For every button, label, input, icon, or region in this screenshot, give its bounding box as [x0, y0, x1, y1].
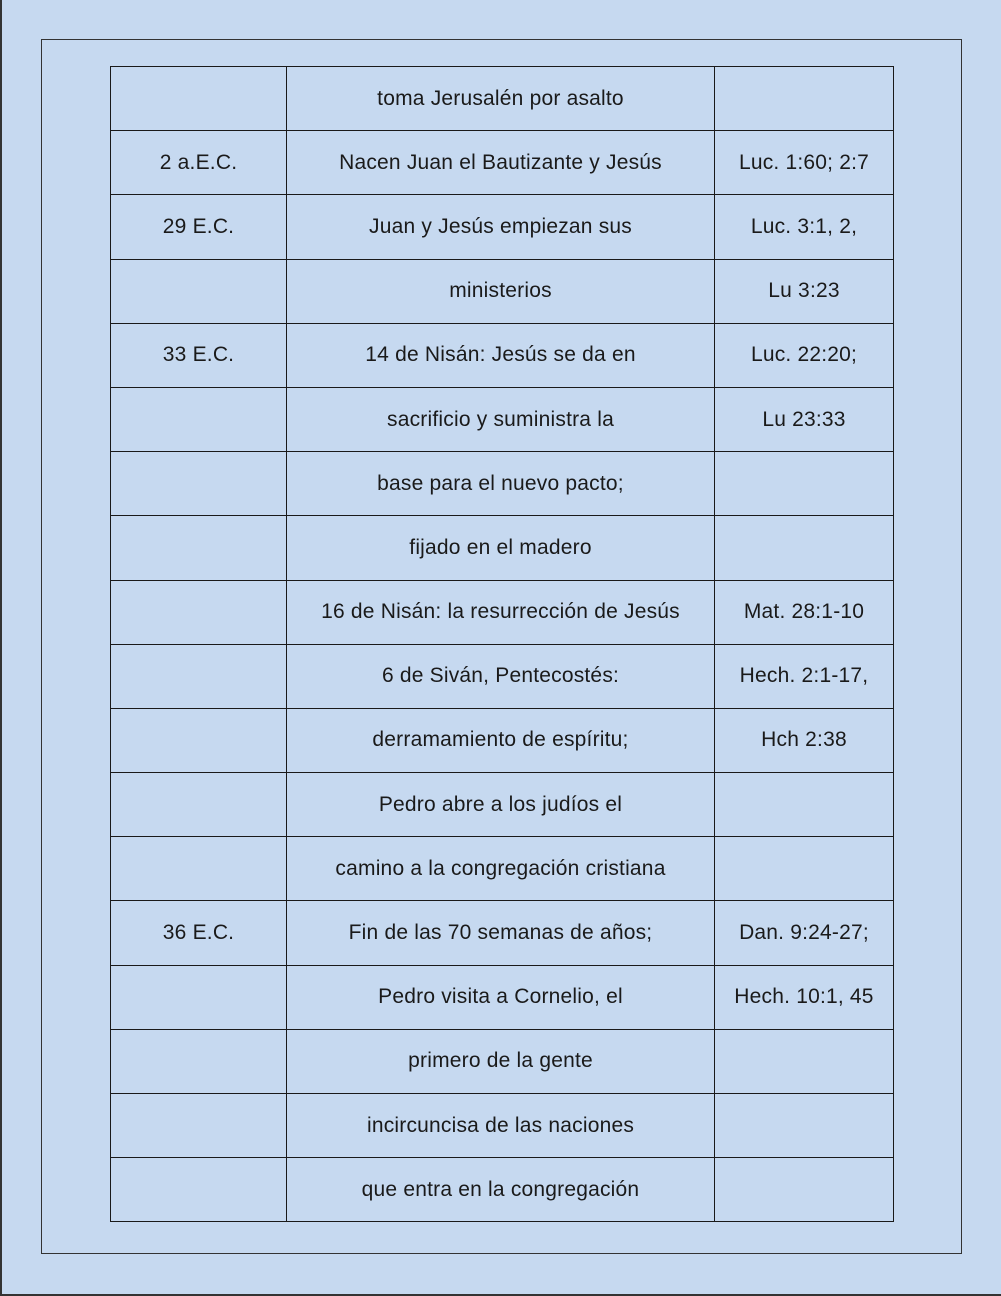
event-cell: Juan y Jesús empiezan sus [287, 195, 715, 259]
date-cell: 29 E.C. [111, 195, 287, 259]
event-cell: base para el nuevo pacto; [287, 452, 715, 516]
event-cell: ministerios [287, 259, 715, 323]
reference-cell [715, 837, 894, 901]
event-cell: Pedro visita a Cornelio, el [287, 965, 715, 1029]
event-cell: Pedro abre a los judíos el [287, 773, 715, 837]
table-row [111, 1158, 894, 1222]
table-row [111, 195, 894, 259]
date-cell [111, 708, 287, 772]
event-cell: camino a la congregación cristiana [287, 837, 715, 901]
date-cell [111, 259, 287, 323]
date-cell [111, 516, 287, 580]
reference-cell [715, 773, 894, 837]
event-cell: 16 de Nisán: la resurrección de Jesús [287, 580, 715, 644]
date-cell [111, 452, 287, 516]
event-cell: primero de la gente [287, 1029, 715, 1093]
table-row [111, 708, 894, 772]
date-cell [111, 837, 287, 901]
table-row [111, 452, 894, 516]
reference-cell [715, 1158, 894, 1222]
reference-cell: Lu 3:23 [715, 259, 894, 323]
reference-cell [715, 1094, 894, 1158]
reference-cell: Hech. 10:1, 45 [715, 965, 894, 1029]
event-cell: incircuncisa de las naciones [287, 1094, 715, 1158]
reference-cell: Mat. 28:1-10 [715, 580, 894, 644]
date-cell [111, 1158, 287, 1222]
table-row [111, 516, 894, 580]
table-row [111, 387, 894, 451]
table-row [111, 837, 894, 901]
date-cell [111, 1029, 287, 1093]
event-cell: Nacen Juan el Bautizante y Jesús [287, 131, 715, 195]
date-cell [111, 773, 287, 837]
date-cell: 36 E.C. [111, 901, 287, 965]
date-cell: 2 a.E.C. [111, 131, 287, 195]
table-row [111, 323, 894, 387]
table-row [111, 773, 894, 837]
date-cell [111, 580, 287, 644]
table-row [111, 580, 894, 644]
date-cell [111, 644, 287, 708]
table-row [111, 1094, 894, 1158]
reference-cell [715, 516, 894, 580]
event-cell: derramamiento de espíritu; [287, 708, 715, 772]
reference-cell: Hech. 2:1-17, [715, 644, 894, 708]
reference-cell [715, 452, 894, 516]
timeline-table-body [111, 67, 894, 1222]
reference-cell [715, 1029, 894, 1093]
date-cell: 33 E.C. [111, 323, 287, 387]
reference-cell: Hch 2:38 [715, 708, 894, 772]
table-row [111, 901, 894, 965]
reference-cell: Luc. 3:1, 2, [715, 195, 894, 259]
event-cell: toma Jerusalén por asalto [287, 67, 715, 131]
event-cell: Fin de las 70 semanas de años; [287, 901, 715, 965]
table-row [111, 259, 894, 323]
table-row [111, 131, 894, 195]
reference-cell: Luc. 22:20; [715, 323, 894, 387]
event-cell: fijado en el madero [287, 516, 715, 580]
reference-cell [715, 67, 894, 131]
reference-cell: Dan. 9:24-27; [715, 901, 894, 965]
date-cell [111, 965, 287, 1029]
table-row [111, 965, 894, 1029]
table-row [111, 67, 894, 131]
event-cell: 6 de Siván, Pentecostés: [287, 644, 715, 708]
date-cell [111, 1094, 287, 1158]
date-cell [111, 67, 287, 131]
date-cell [111, 387, 287, 451]
event-cell: 14 de Nisán: Jesús se da en [287, 323, 715, 387]
timeline-table [110, 66, 894, 1222]
event-cell: que entra en la congregación [287, 1158, 715, 1222]
table-row [111, 644, 894, 708]
event-cell: sacrificio y suministra la [287, 387, 715, 451]
reference-cell: Luc. 1:60; 2:7 [715, 131, 894, 195]
table-row [111, 1029, 894, 1093]
reference-cell: Lu 23:33 [715, 387, 894, 451]
